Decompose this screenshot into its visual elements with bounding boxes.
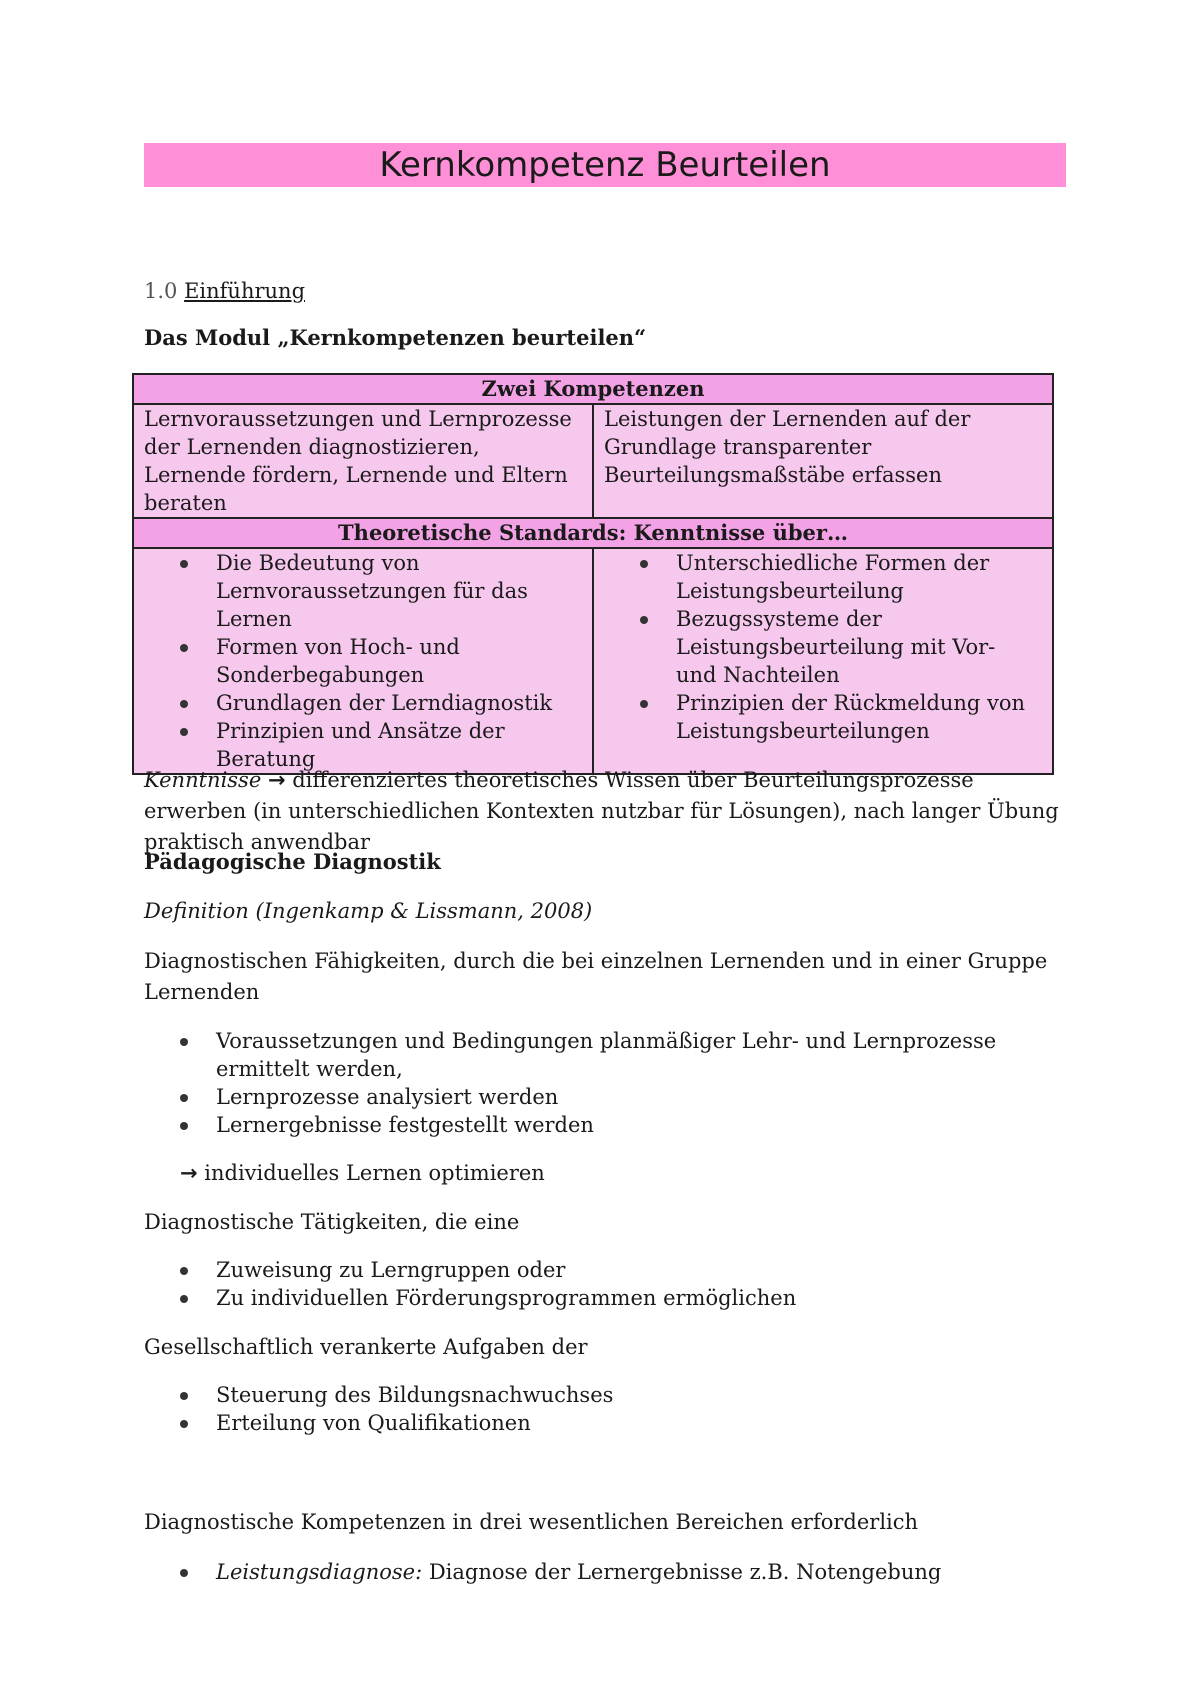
aufgaben-line: Gesellschaftlich verankerte Aufgaben der (144, 1335, 588, 1359)
list-item (216, 1558, 1064, 1586)
leistungsdiagnose-term: Leistungsdiagnose: (216, 1560, 423, 1584)
list-item: Bezugssysteme der Leistungsbeurteilung mit Vor- und Nachteilen (676, 605, 1042, 689)
list-item: Unterschiedliche Formen der Leistungsbeurteilung (676, 549, 1042, 605)
bereiche-line: Diagnostische Kompetenzen in drei wesentlichen Bereichen erforderlich (144, 1510, 919, 1534)
table-header-standards: Theoretische Standards: Kenntnisse über… (133, 518, 1053, 548)
kenntnisse-text: differenziertes theoretisches Wissen über Beurteilungsprozesse erwerben (in unterschiedlichen Kontexten nutzbar für Lösungen), nach langer Übung praktisch anwendbar (144, 768, 1059, 854)
list-item: Zu individuellen Förderungsprogrammen ermöglichen (216, 1284, 1064, 1312)
section-title: Einführung (184, 279, 306, 303)
arrow-right-icon: → (180, 1161, 198, 1185)
diagnostik-list-4 (144, 1558, 1064, 1586)
table-cell-left: Lernvoraussetzungen und Lernprozesse der Lernenden diagnostizieren, Lernende fördern, Lernende und Eltern beraten (133, 404, 593, 518)
list-item: Prinzipien und Ansätze der Beratung (216, 717, 582, 773)
list-item: Lernprozesse analysiert werden (216, 1083, 1064, 1111)
result-text: individuelles Lernen optimieren (197, 1161, 545, 1185)
table-list-cell-left (133, 548, 593, 774)
list-item: Formen von Hoch- und Sonderbegabungen (216, 633, 582, 689)
list-item: Erteilung von Qualifikationen (216, 1409, 1064, 1437)
list-item: Steuerung des Bildungsnachwuchses (216, 1381, 1064, 1409)
section-number: 1.0 (144, 279, 178, 303)
page-title: Kernkompetenz Beurteilen (144, 143, 1066, 187)
standards-list-left (144, 549, 582, 773)
list-item: Prinzipien der Rückmeldung von Leistungsbeurteilungen (676, 689, 1042, 745)
list-item: Die Bedeutung von Lernvoraussetzungen für das Lernen (216, 549, 582, 633)
diagnostik-intro: Diagnostischen Fähigkeiten, durch die bei einzelnen Lernenden und in einer Gruppe Lernenden (144, 949, 1048, 1004)
kenntnisse-term: Kenntnisse (144, 768, 262, 792)
definition-line: Definition (Ingenkamp & Lissmann, 2008) (144, 899, 593, 923)
diagnostik-list-1 (144, 1027, 1064, 1139)
list-item: Lernergebnisse festgestellt werden (216, 1111, 1064, 1139)
standards-list-right (604, 549, 1042, 745)
table-cell-right: Leistungen der Lernenden auf der Grundlage transparenter Beurteilungsmaßstäbe erfassen (593, 404, 1053, 518)
list-item: Grundlagen der Lerndiagnostik (216, 689, 582, 717)
diagnostik-list-2 (144, 1256, 1064, 1312)
section-heading (144, 277, 1064, 305)
leistungsdiagnose-text: Diagnose der Lernergebnisse z.B. Notengebung (422, 1560, 942, 1584)
arrow-right-icon: → (267, 768, 286, 792)
result-line (180, 1159, 1100, 1187)
table-list-cell-right (593, 548, 1053, 774)
diagnostik-heading: Pädagogische Diagnostik (144, 849, 441, 874)
list-item: Zuweisung zu Lerngruppen oder (216, 1256, 1064, 1284)
kenntnisse-paragraph (144, 765, 1064, 858)
modul-heading: Das Modul „Kernkompetenzen beurteilen“ (144, 325, 647, 350)
table-header-kompetenzen: Zwei Kompetenzen (133, 374, 1053, 404)
diagnostik-list-3 (144, 1381, 1064, 1437)
competence-table (132, 373, 1054, 775)
list-item: Voraussetzungen und Bedingungen planmäßiger Lehr- und Lernprozesse ermittelt werden, (216, 1027, 1064, 1083)
taetigkeiten-line: Diagnostische Tätigkeiten, die eine (144, 1210, 520, 1234)
